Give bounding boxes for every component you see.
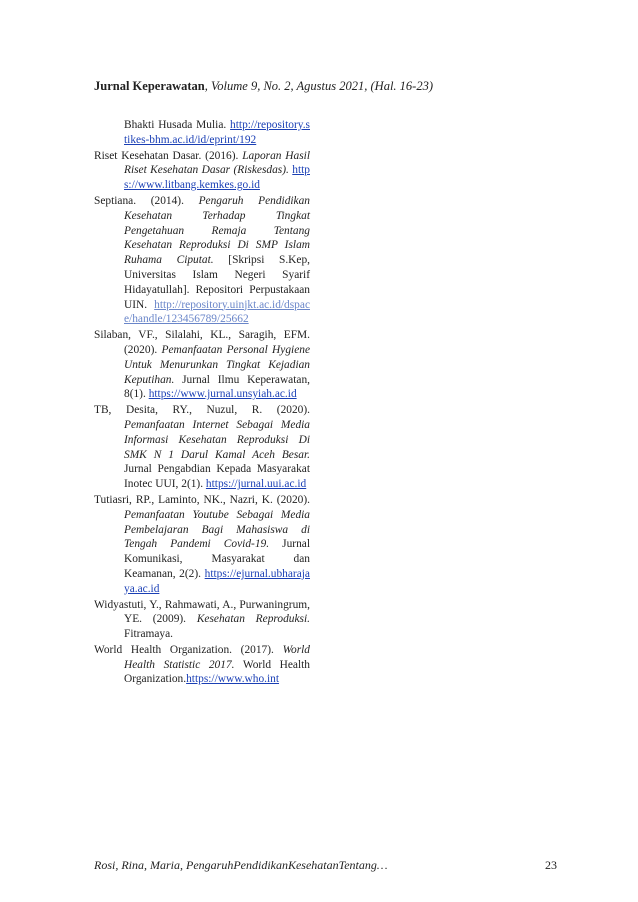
reference-item: Silaban, VF., Silalahi, KL., Saragih, EFM. (2020). Pemanfaatan Personal Hygiene Untuk Menurunkan Tingkat Kejadian Keputihan. Jurnal Ilmu Keperawatan, 8(1). https://www.jurnal.unsyiah.ac.id	[94, 329, 310, 401]
reference-link[interactable]: https://www.jurnal.unsyiah.ac.id	[148, 388, 297, 401]
reference-title: Pemanfaatan Internet Sebagai Media Informasi Kesehatan Reproduksi Di SMK N 1 Darul Kamal Aceh Besar.	[124, 418, 310, 461]
reference-list	[94, 118, 310, 688]
reference-item: Bhakti Husada Mulia. http://repository.stikes-bhm.ac.id/id/eprint/192	[124, 119, 310, 146]
reference-title: Laporan Hasil Riset Kesehatan Dasar (Riskesdas).	[124, 149, 310, 177]
reference-item: Tutiasri, RP., Laminto, NK., Nazri, K. (2020). Pemanfaatan Youtube Sebagai Media Pembelajaran Bagi Mahasiswa di Tengah Pandemi Covid-19. Jurnal Komunikasi, Masyarakat dan Keamanan, 2(2). https://ejurnal.ubharajaya.ac.id	[94, 493, 310, 595]
journal-header	[94, 79, 433, 94]
page-number: 23	[545, 858, 557, 872]
reference-link[interactable]: https://www.who.int	[186, 673, 280, 686]
reference-link[interactable]: https://www.litbang.kemkes.go.id	[124, 164, 310, 192]
reference-title: World Health Statistic 2017.	[124, 643, 310, 671]
journal-details: , Volume 9, No. 2, Agustus 2021, (Hal. 16-23)	[204, 79, 434, 93]
reference-title: Pengaruh Pendidikan Kesehatan Terhadap Tingkat Pengetahuan Remaja Tentang Kesehatan Reproduksi Di SMP Islam Ruhama Ciputat.	[124, 194, 310, 267]
reference-link[interactable]: http://repository.stikes-bhm.ac.id/id/eprint/192	[124, 119, 310, 146]
reference-title: Kesehatan Reproduksi.	[196, 613, 310, 626]
reference-title: Pemanfaatan Youtube Sebagai Media Pembelajaran Bagi Mahasiswa di Tengah Pandemi Covid-19.	[124, 508, 310, 551]
reference-title: Pemanfaatan Personal Hygiene Untuk Menurunkan Tingkat Kejadian Keputihan.	[124, 343, 310, 386]
reference-link[interactable]: https://jurnal.uui.ac.id	[205, 478, 307, 491]
reference-item: Riset Kesehatan Dasar. (2016). Laporan Hasil Riset Kesehatan Dasar (Riskesdas). https://www.litbang.kemkes.go.id	[94, 149, 310, 192]
reference-item: Widyastuti, Y., Rahmawati, A., Purwaningrum, YE. (2009). Kesehatan Reproduksi. Fitramaya.	[94, 598, 310, 641]
reference-link[interactable]: http://repository.uinjkt.ac.id/dspace/handle/123456789/25662	[124, 298, 310, 326]
journal-name: Jurnal Keperawatan	[94, 79, 205, 93]
reference-link[interactable]: https://ejurnal.ubharajaya.ac.id	[124, 567, 310, 595]
running-title: Rosi, Rina, Maria, PengaruhPendidikanKesehatanTentang…	[94, 858, 388, 872]
reference-item: World Health Organization. (2017). World Health Statistic 2017. World Health Organization.https://www.who.int	[94, 643, 310, 686]
reference-item: TB, Desita, RY., Nuzul, R. (2020). Pemanfaatan Internet Sebagai Media Informasi Kesehatan Reproduksi Di SMK N 1 Darul Kamal Aceh Besar. Jurnal Pengabdian Kepada Masyarakat Inotec UUI, 2(1). https://jurnal.uui.ac.id	[94, 404, 310, 491]
reference-item: Septiana. (2014). Pengaruh Pendidikan Kesehatan Terhadap Tingkat Pengetahuan Remaja Tentang Kesehatan Reproduksi Di SMP Islam Ruhama Ciputat. [Skripsi S.Kep, Universitas Islam Negeri Syarif Hidayatullah]. Repositori Perpustakaan UIN. http://repository.uinjkt.ac.id/dspace/handle/123456789/25662	[94, 194, 311, 326]
